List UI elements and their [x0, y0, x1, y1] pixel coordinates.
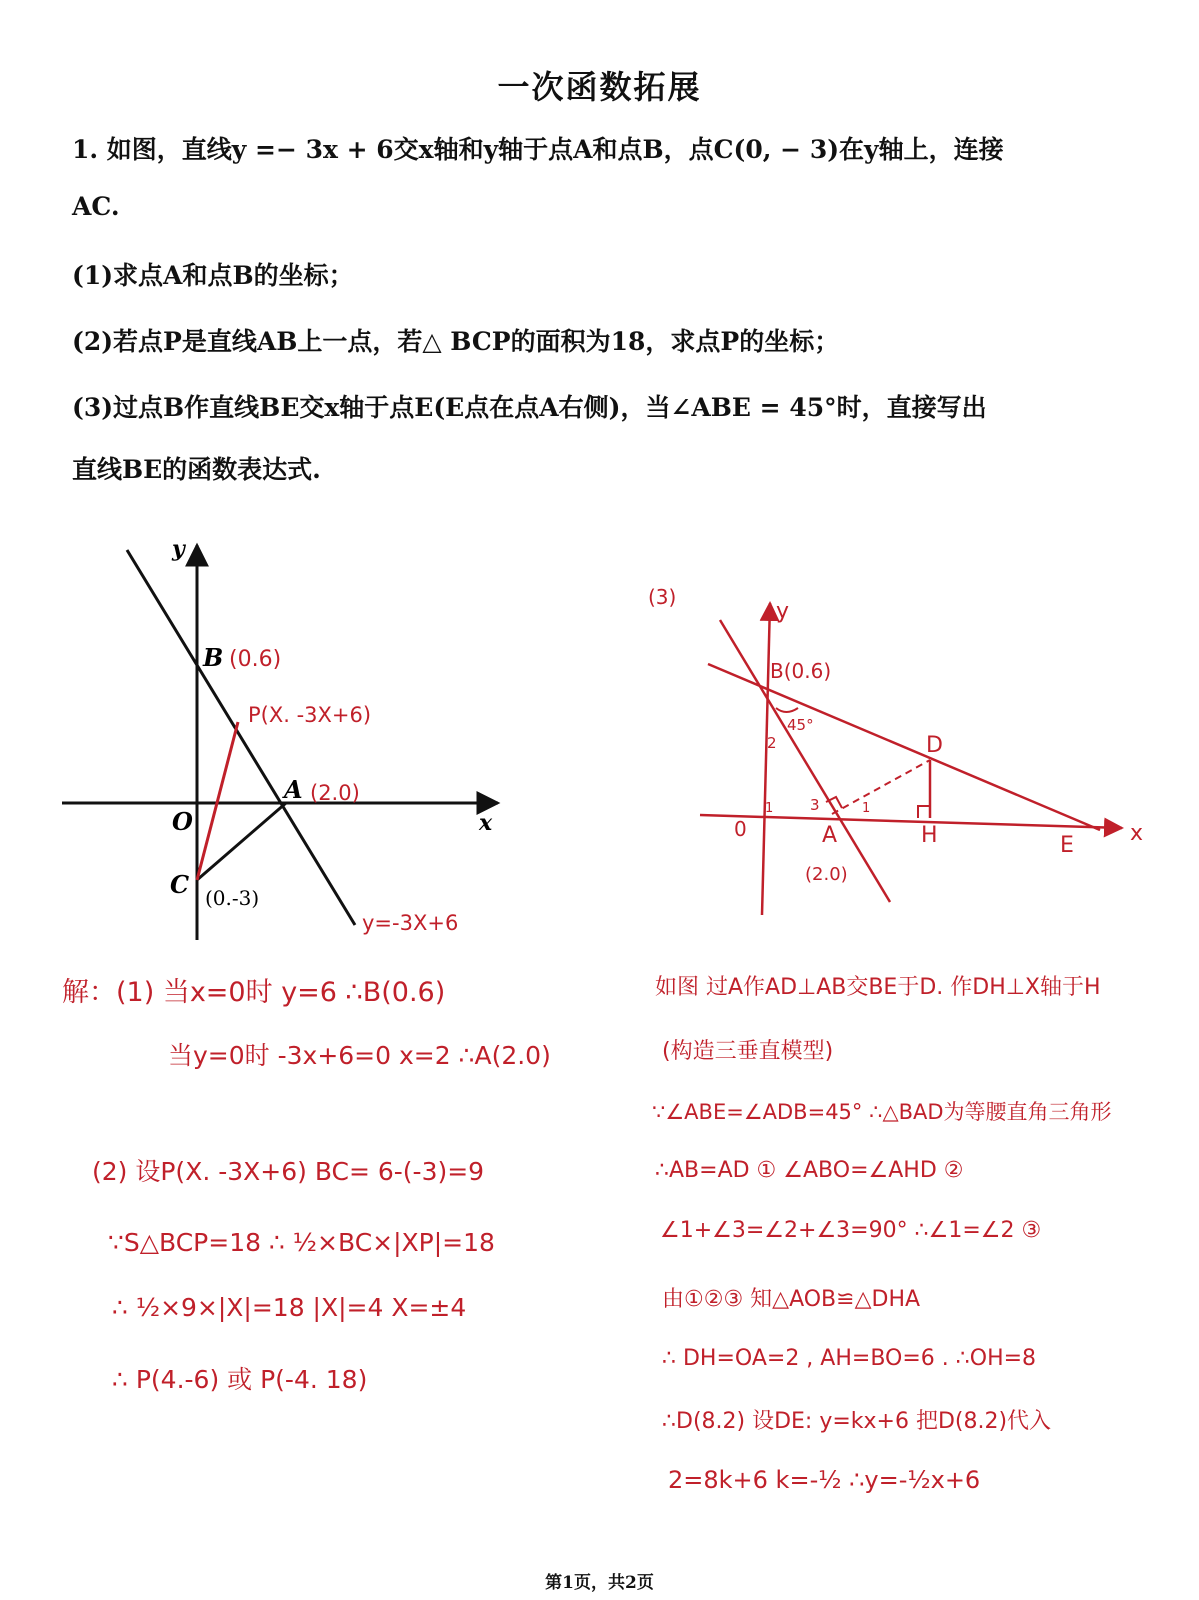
fig2-e-label: E — [1060, 833, 1074, 858]
fig1-a-coord: (2.0) — [310, 781, 360, 805]
fig2-a-label: A — [822, 823, 838, 848]
fig1-p-label: P(X. -3X+6) — [248, 703, 372, 727]
fig2-segment-ad — [832, 760, 930, 814]
fig1-segment-cp — [197, 722, 238, 880]
figure-1 — [40, 520, 540, 960]
fig2-origin-label: 0 — [734, 817, 747, 841]
page-title: 一次函数拓展 — [497, 68, 702, 106]
fig1-origin-label: O — [172, 807, 193, 836]
fig1-segment-ac — [197, 803, 286, 880]
fig2-x-label: x — [1130, 821, 1144, 846]
fig1-b-coord: (0.6) — [229, 647, 282, 672]
fig2-angle-1: 1 — [765, 801, 774, 816]
page-footer: 第1页，共2页 — [545, 1573, 654, 1593]
sol-right-line-3: ∵∠ABE=∠ADB=45° ∴△BAD为等腰直角三角形 — [652, 1100, 1112, 1124]
problem-part-1: (1)求点A和点B的坐标； — [72, 261, 354, 290]
fig2-y-label: y — [776, 599, 790, 624]
sol-left-line-2: 当y=0时 -3x+6=0 x=2 ∴A(2.0) — [168, 1041, 551, 1070]
fig2-right-angle-h — [918, 806, 930, 818]
sol-right-line-9: 2=8k+6 k=-½ ∴y=-½x+6 — [668, 1466, 981, 1494]
sol-right-line-1: 如图 过A作AD⊥AB交BE于D. 作DH⊥X轴于H — [655, 975, 1101, 1000]
problem-part-3-cont: 直线BE的函数表达式. — [72, 455, 321, 484]
fig2-angle-2: 2 — [767, 734, 777, 752]
fig1-line-ab — [127, 550, 355, 925]
sol-right-line-8: ∴D(8.2) 设DE: y=kx+6 把D(8.2)代入 — [662, 1409, 1052, 1434]
fig1-c-letter: C — [170, 870, 190, 899]
sol-left-line-6: ∴ P(4.-6) 或 P(-4. 18) — [112, 1365, 368, 1394]
sol-left-line-3: (2) 设P(X. -3X+6) BC= 6-(-3)=9 — [92, 1157, 485, 1186]
fig2-a-coord: (2.0) — [805, 864, 848, 885]
fig1-line-eq: y=-3X+6 — [362, 911, 459, 935]
problem-line-1: 1. 如图，直线y =− 3x + 6交x轴和y轴于点A和点B，点C(0, − 3)在y轴上，连接 — [72, 135, 1004, 164]
fig1-b-letter: B — [203, 643, 224, 672]
problem-part-2: (2)若点P是直线AB上一点，若△ BCP的面积为18，求点P的坐标； — [72, 327, 840, 356]
sol-right-line-6: 由①②③ 知△AOB≌△DHA — [662, 1287, 921, 1312]
fig2-y-axis — [762, 603, 770, 915]
figure-2 — [630, 575, 1170, 925]
sol-right-line-4: ∴AB=AD ① ∠ABO=∠AHD ② — [655, 1158, 964, 1183]
fig1-c-coord: (0.-3) — [205, 886, 260, 910]
fig2-angle-1b: 1 — [862, 801, 871, 816]
sol-left-line-5: ∴ ½×9×|X|=18 |X|=4 X=±4 — [112, 1293, 467, 1322]
problem-part-3: (3)过点B作直线BE交x轴于点E(E点在点A右侧)，当∠ABE = 45°时，直接写出 — [72, 393, 987, 422]
fig2-part-label: (3) — [648, 585, 677, 609]
fig2-b-label: B(0.6) — [770, 659, 832, 683]
problem-line-2: AC. — [72, 192, 120, 221]
sol-left-line-1: 解：(1) 当x=0时 y=6 ∴B(0.6) — [62, 977, 446, 1008]
fig1-a-letter: A — [284, 775, 303, 804]
fig2-d-label: D — [926, 733, 943, 758]
sol-right-line-2: (构造三垂直模型) — [662, 1039, 834, 1064]
sol-left-line-4: ∵S△BCP=18 ∴ ½×BC×|XP|=18 — [108, 1228, 495, 1257]
fig1-y-label: y — [172, 536, 185, 562]
fig2-angle-45: 45° — [787, 716, 814, 734]
fig1-x-label: x — [479, 810, 493, 836]
sol-right-line-5: ∠1+∠3=∠2+∠3=90° ∴∠1=∠2 ③ — [660, 1218, 1042, 1243]
sol-right-line-7: ∴ DH=OA=2 , AH=BO=6 . ∴OH=8 — [662, 1346, 1037, 1371]
fig2-arc-45 — [776, 708, 798, 712]
fig2-h-label: H — [921, 823, 938, 848]
fig2-angle-3: 3 — [810, 796, 820, 814]
